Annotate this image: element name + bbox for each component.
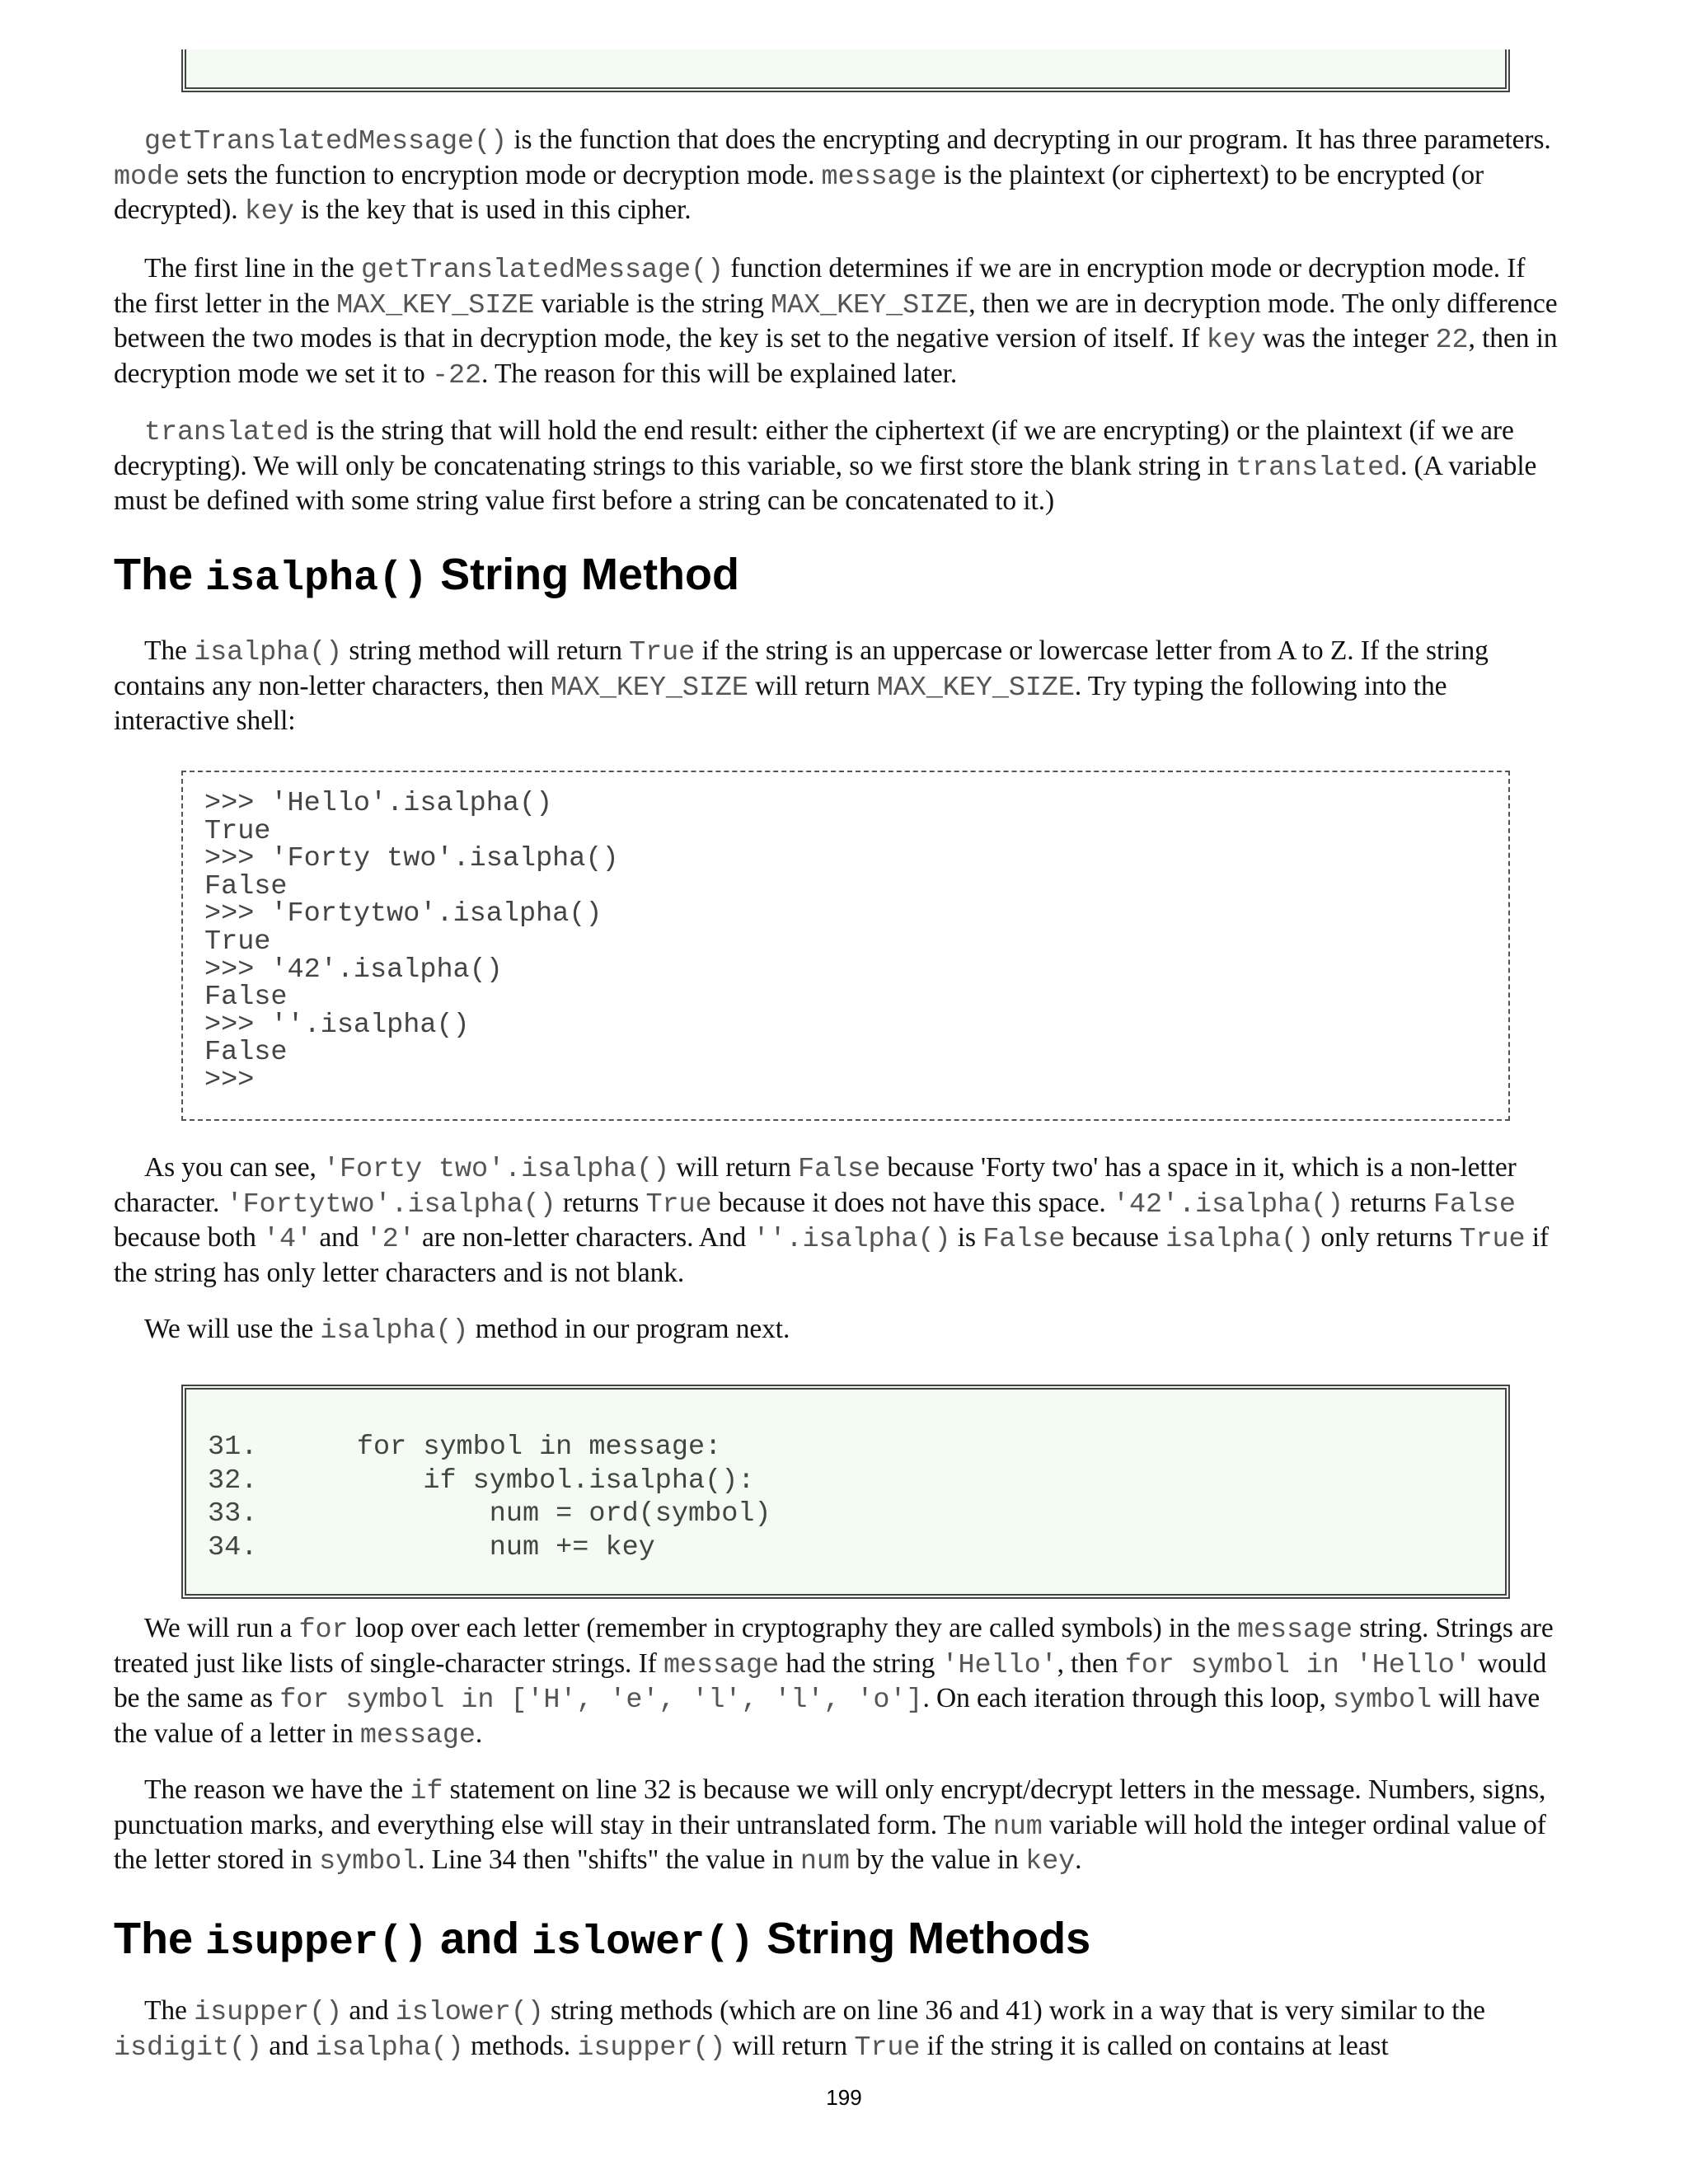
paragraph-translated [114, 415, 1564, 518]
inline-code: False [798, 1154, 881, 1185]
text: loop over each letter (remember in cryptography they are called symbols) in the [348, 1613, 1237, 1643]
text: function determines if we are in encryption mode or decryption mode. If the first letter in the [114, 253, 1526, 319]
text: . [1075, 1844, 1082, 1875]
inline-code: if [410, 1776, 443, 1807]
text: . (A variable must be defined with some string value first before a string can be concatenated to it.) [114, 450, 1537, 516]
text: is the plaintext (or ciphertext) to be encrypted (or decrypted). [114, 159, 1484, 225]
text: The [144, 1995, 195, 2026]
heading-code: islower() [532, 1919, 755, 1966]
text: string methods (which are on line 36 and 41) work in a way that is very similar to the [543, 1995, 1485, 2026]
text: is the key that is used in this cipher. [293, 194, 692, 225]
inline-code: message [821, 161, 937, 193]
text: if the string it is called on contains at least [920, 2030, 1389, 2061]
inline-code: True [645, 1188, 712, 1221]
inline-code: num [992, 1811, 1043, 1843]
text: if the string has only letter characters and is not blank. [114, 1222, 1550, 1288]
code-listing [208, 1431, 771, 1564]
text: returns [1343, 1187, 1433, 1218]
text: is the string that will hold the end result: either the ciphertext (if we are encrypting) or the plaintext (if we are decrypting). We will only be concatenating strings to this variable, so we first store the blank string in [114, 415, 1514, 481]
text: returns [556, 1187, 646, 1218]
previous-code-listing-end [181, 49, 1510, 92]
text: , then we are in decryption mode. The only difference between the two modes is that in decryption mode, the key is set to the negative version of itself. If [114, 288, 1558, 354]
code-line: 31. for symbol in message: [208, 1432, 722, 1463]
inline-code: for [298, 1615, 349, 1646]
text: As you can see, [144, 1152, 324, 1183]
inline-code: MAX_KEY_SIZE [876, 672, 1075, 704]
inline-code: isupper() [577, 2032, 726, 2064]
inline-code: isalpha() [320, 1315, 469, 1347]
heading-text: String Methods [754, 1914, 1091, 1963]
text: will have the value of a letter in [114, 1683, 1540, 1749]
text: We will run a [144, 1613, 299, 1643]
text: variable is the string [534, 288, 771, 319]
text: . The reason for this will be explained later. [481, 358, 958, 389]
paragraph-isalpha-intro [114, 635, 1564, 738]
shell-line: >>> '42'.isalpha() [204, 954, 503, 986]
text: only returns [1314, 1222, 1460, 1253]
shell-code [204, 790, 619, 1095]
text: will return [725, 2030, 855, 2061]
inline-code: -22 [431, 359, 481, 391]
shell-line: True [204, 926, 271, 958]
inline-code: ''.isalpha() [753, 1224, 951, 1255]
inline-code: isdigit() [114, 2032, 263, 2064]
text: . Line 34 then "shifts" the value in [418, 1844, 800, 1875]
text: string. Strings are treated just like lists of single-character strings. If [114, 1613, 1554, 1679]
inline-code: key [1206, 325, 1256, 356]
text: methods. [463, 2030, 578, 2061]
page-number: 199 [826, 2085, 862, 2110]
section-heading-isalpha [114, 548, 739, 606]
inline-code: isalpha() [315, 2032, 464, 2064]
inline-code: '2' [365, 1224, 415, 1255]
section-heading-isupper-islower [114, 1912, 1090, 1970]
inline-code: symbol [1333, 1685, 1432, 1716]
inline-code: message [1236, 1615, 1353, 1646]
shell-line: False [204, 1037, 288, 1069]
text: . On each iteration through this loop, [922, 1683, 1334, 1713]
paragraph-isupper-islower [114, 1994, 1564, 2064]
inline-code: symbol [319, 1846, 419, 1877]
text: sets the function to encryption mode or decryption mode. [180, 159, 822, 190]
text: are non-letter characters. And [415, 1222, 753, 1253]
inline-code: '42'.isalpha() [1112, 1188, 1343, 1221]
paragraph-use-isalpha [114, 1313, 1564, 1348]
shell-line: False [204, 870, 288, 902]
text: because 'Forty two' has a space in it, which is a non-letter character. [114, 1152, 1517, 1218]
inline-code: isupper() [194, 1997, 343, 2028]
inline-code: getTranslatedMessage() [144, 126, 508, 157]
shell-line: >>> 'Fortytwo'.isalpha() [204, 898, 603, 930]
heading-text: The [114, 550, 206, 599]
inline-code: translated [144, 417, 310, 448]
heading-text: String Method [428, 550, 740, 599]
inline-code: isalpha() [1165, 1224, 1315, 1255]
code-listing-box [181, 1385, 1510, 1599]
text: by the value in [849, 1844, 1026, 1875]
shell-line: False [204, 982, 288, 1014]
heading-code: isupper() [205, 1919, 429, 1966]
text: will return [748, 670, 877, 701]
text: because both [114, 1222, 264, 1253]
text: , then in decryption mode we set it to [114, 323, 1558, 389]
code-line: 34. num += key [208, 1531, 655, 1563]
paragraph-gettranslatedmessage [114, 124, 1564, 229]
inline-code: key [1025, 1846, 1076, 1877]
inline-code: mode [114, 161, 181, 193]
paragraph-isalpha-results [114, 1151, 1564, 1290]
text: and [342, 1995, 396, 2026]
text: is [950, 1222, 983, 1253]
text: , then [1057, 1647, 1125, 1679]
inline-code: message [359, 1719, 476, 1751]
paragraph-first-line [114, 252, 1564, 392]
inline-code: for symbol in 'Hello' [1124, 1649, 1471, 1681]
inline-code: message [663, 1649, 780, 1681]
inline-code: key [244, 196, 294, 227]
inline-code: True [854, 2032, 921, 2064]
interactive-shell-box [181, 771, 1510, 1121]
text: variable will hold the integer ordinal value of the letter stored in [114, 1809, 1546, 1875]
text: method in our program next. [468, 1314, 790, 1344]
text: The first line in the [144, 253, 361, 284]
inline-code: 'Fortytwo'.isalpha() [226, 1188, 556, 1221]
paragraph-for-loop [114, 1612, 1564, 1752]
text: would be the same as [114, 1647, 1547, 1713]
shell-line: >>> [204, 1064, 255, 1096]
text: was the integer [1255, 323, 1436, 354]
text: and [262, 2030, 316, 2061]
text: if the string is an uppercase or lowercase letter from A to Z. If the string contains any non-letter characters, then [114, 635, 1489, 701]
inline-code: MAX_KEY_SIZE [771, 289, 969, 321]
text: . [475, 1718, 483, 1749]
shell-line: >>> ''.isalpha() [204, 1009, 470, 1041]
inline-code: num [799, 1846, 850, 1877]
inline-code: False [1432, 1188, 1516, 1221]
text: statement on line 32 is because we will only encrypt/decrypt letters in the message. Numbers, signs, punctuation marks, and everything else will stay in their untranslated form. The [114, 1774, 1546, 1840]
shell-line: >>> 'Hello'.isalpha() [204, 788, 553, 819]
heading-code: isalpha() [205, 555, 429, 602]
inline-code: islower() [395, 1997, 544, 2028]
text: string method will return [342, 635, 630, 666]
code-line: 33. num = ord(symbol) [208, 1498, 771, 1530]
text: had the string [779, 1647, 942, 1679]
text: because [1065, 1222, 1166, 1253]
inline-code: 22 [1435, 325, 1469, 356]
text: We will use the [144, 1314, 321, 1344]
inline-code: MAX_KEY_SIZE [336, 289, 535, 321]
inline-code: False [982, 1224, 1066, 1255]
inline-code: True [1459, 1224, 1526, 1255]
inline-code: getTranslatedMessage() [360, 255, 724, 286]
inline-code: for symbol in ['H', 'e', 'l', 'l', 'o'] [279, 1685, 923, 1716]
text: is the function that does the encrypting and decrypting in our program. It has three parameters. [507, 124, 1551, 155]
shell-line: True [204, 815, 271, 847]
paragraph-if-statement [114, 1774, 1564, 1879]
inline-code: MAX_KEY_SIZE [550, 672, 748, 704]
code-line: 32. if symbol.isalpha(): [208, 1465, 755, 1497]
text: and [312, 1222, 366, 1253]
inline-code: translated [1236, 452, 1401, 484]
inline-code: 'Forty two'.isalpha() [323, 1154, 670, 1185]
heading-text: and [428, 1914, 532, 1963]
inline-code: 'Hello' [941, 1649, 1057, 1681]
text: . Try typing the following into the interactive shell: [114, 670, 1447, 736]
inline-code: isalpha() [194, 637, 343, 668]
shell-line: >>> 'Forty two'.isalpha() [204, 843, 619, 875]
text: will return [669, 1152, 799, 1183]
text: The [144, 635, 195, 666]
inline-code: '4' [263, 1224, 313, 1255]
text: because it does not have this space. [711, 1187, 1113, 1218]
inline-code: True [629, 637, 696, 668]
heading-text: The [114, 1914, 206, 1963]
text: The reason we have the [144, 1774, 410, 1805]
